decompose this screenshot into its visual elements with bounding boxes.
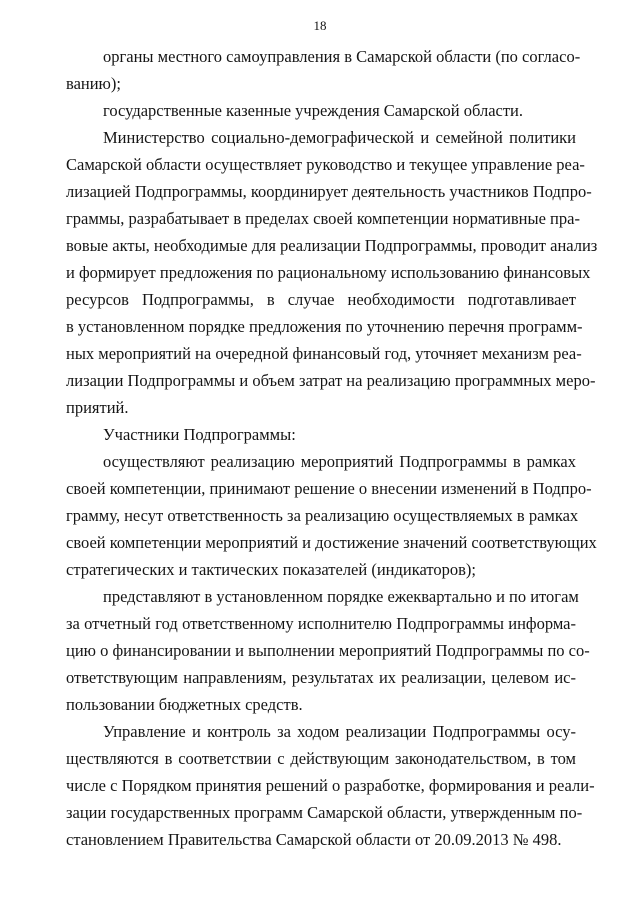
text-line: государственные казенные учреждения Самарской области. [103,101,524,120]
text-line: числе с Порядком принятия решений о разработке, формирования и реали- [66,776,595,795]
text-line: ных мероприятий на очередной финансовый год, уточняет механизм реа- [66,344,582,363]
text-line: органы местного самоуправления в Самарской области (по согласо- [103,47,581,66]
text-line: пользовании бюджетных средств. [66,695,303,714]
text-line: лизацией Подпрограммы, координирует деятельность участников Подпро- [66,182,592,201]
text-line: своей компетенции, принимают решение о внесении изменений в Подпро- [66,479,592,498]
text-line: за отчетный год ответственному исполнителю Подпрограммы информа- [66,614,576,633]
text-line: приятий. [66,398,129,417]
text-line: грамму, несут ответственность за реализацию осуществляемых в рамках [66,506,579,525]
text-line: представляют в установленном порядке ежеквартально и по итогам [103,587,579,606]
text-line: Участники Подпрограммы: [103,425,296,444]
text-line: цию о финансировании и выполнении мероприятий Подпрограммы по со- [66,641,590,660]
text-line: ванию); [66,74,121,93]
text-line: становлением Правительства Самарской области от 20.09.2013 № 498. [66,830,562,849]
text-line: Самарской области осуществляет руководство и текущее управление реа- [66,155,585,174]
page-number: 18 [313,18,327,33]
text-line: лизации Подпрограммы и объем затрат на реализацию программных меро- [66,371,596,390]
text-line: в установленном порядке предложения по уточнению перечня программ- [66,317,583,336]
text-line: ресурсов Подпрограммы, в случае необходимости подготавливает [66,290,576,309]
text-line: своей компетенции мероприятий и достижение значений соответствующих [66,533,597,552]
text-line: осуществляют реализацию мероприятий Подпрограммы в рамках [103,452,576,471]
text-line: ществляются в соответствии с действующим законодательством, в том [66,749,576,768]
text-line: и формирует предложения по рациональному использованию финансовых [66,263,591,282]
text-line: зации государственных программ Самарской области, утвержденным по- [66,803,583,822]
text-line: граммы, разрабатывает в пределах своей компетенции нормативные пра- [66,209,580,228]
text-line: Министерство социально-демографической и семейной политики [103,128,576,147]
text-line: стратегических и тактических показателей (индикаторов); [66,560,476,579]
text-line: Управление и контроль за ходом реализации Подпрограммы осу- [103,722,576,741]
text-line: ответствующим направлениям, результатах их реализации, целевом ис- [66,668,576,687]
text-line: вовые акты, необходимые для реализации Подпрограммы, проводит анализ [66,236,598,255]
